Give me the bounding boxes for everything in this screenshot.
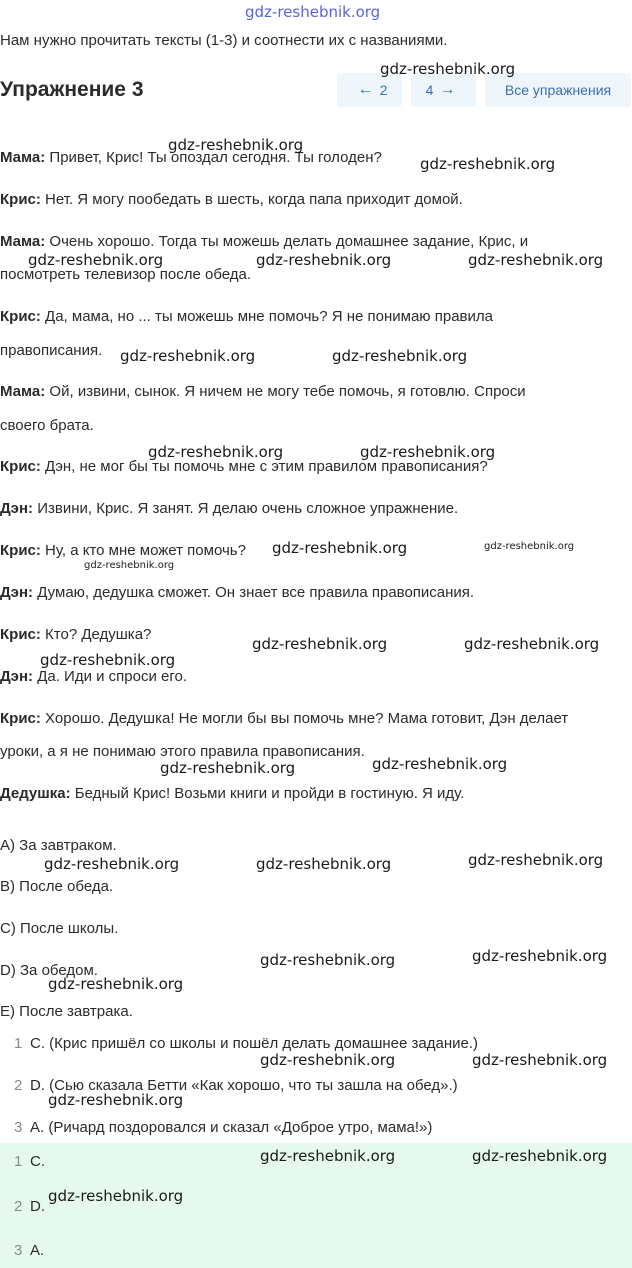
dialogue-line: Дэн: Извини, Крис. Я занят. Я делаю очень сложное упражнение. xyxy=(0,500,459,517)
answer-item: 1 C. xyxy=(14,1153,45,1170)
match-item: 2 D. (Сью сказала Бетти «Как хорошо, что ты зашла на обед».) xyxy=(14,1077,458,1094)
option-item: B) После обеда. xyxy=(0,878,114,895)
option-item: A) За завтраком. xyxy=(0,837,117,854)
exercise-title: Упражнение 3 xyxy=(0,78,144,101)
watermark: gdz-reshebnik.org xyxy=(272,539,408,557)
watermark: gdz-reshebnik.org xyxy=(252,635,388,653)
watermark: gdz-reshebnik.org xyxy=(148,443,284,461)
intro-text: Нам нужно прочитать тексты (1-3) и соотнести их с названиями. xyxy=(0,32,448,49)
watermark: gdz-reshebnik.org xyxy=(472,947,608,965)
watermark: gdz-reshebnik.org xyxy=(472,1051,608,1069)
watermark: gdz-reshebnik.org xyxy=(464,635,600,653)
dialogue-line: посмотреть телевизор после обеда. xyxy=(0,266,252,283)
match-item: 3 A. (Ричард поздоровался и сказал «Доброе утро, мама!») xyxy=(14,1119,433,1136)
option-item: D) За обедом. xyxy=(0,962,98,979)
dialogue-line: Дэн: Да. Иди и спроси его. xyxy=(0,668,188,685)
watermark-top: gdz-reshebnik.org xyxy=(245,3,381,21)
dialogue-line: Крис: Да, мама, но ... ты можешь мне помочь? Я не понимаю правила xyxy=(0,308,493,325)
arrow-right-icon: → xyxy=(439,81,456,98)
dialogue-line: Крис: Дэн, не мог бы ты помочь мне с этим правилом правописания? xyxy=(0,458,488,475)
watermark: gdz-reshebnik.org xyxy=(44,855,180,873)
watermark: gdz-reshebnik.org xyxy=(28,251,164,269)
arrow-left-icon: ← xyxy=(357,81,374,98)
watermark: gdz-reshebnik.org xyxy=(120,347,256,365)
watermark: gdz-reshebnik.org xyxy=(260,1147,396,1165)
option-item: E) После завтрака. xyxy=(0,1003,133,1020)
watermark: gdz-reshebnik.org xyxy=(256,855,392,873)
dialogue-line: Крис: Нет. Я могу пообедать в шесть, когда папа приходит домой. xyxy=(0,191,463,208)
dialogue-line: Мама: Очень хорошо. Тогда ты можешь делать домашнее задание, Крис, и xyxy=(0,233,529,250)
watermark: gdz-reshebnik.org xyxy=(420,155,556,173)
watermark: gdz-reshebnik.org xyxy=(472,1147,608,1165)
watermark: gdz-reshebnik.org xyxy=(468,851,604,869)
dialogue-line: Дэн: Думаю, дедушка сможет. Он знает все правила правописания. xyxy=(0,584,475,601)
answer-item: 3 A. xyxy=(14,1242,45,1259)
dialogue-line: Мама: Ой, извини, сынок. Я ничем не могу тебе помочь, я готовлю. Спроси xyxy=(0,383,526,400)
watermark: gdz-reshebnik.org xyxy=(84,560,175,571)
prev-exercise-label: 2 xyxy=(379,82,388,98)
watermark: gdz-reshebnik.org xyxy=(260,951,396,969)
dialogue-line: Дедушка: Бедный Крис! Возьми книги и пройди в гостиную. Я иду. xyxy=(0,785,465,802)
match-item: 1 C. (Крис пришёл со школы и пошёл делать домашнее задание.) xyxy=(14,1035,479,1052)
watermark: gdz-reshebnik.org xyxy=(484,541,575,552)
prev-exercise-button[interactable] xyxy=(337,73,402,107)
dialogue-line: Мама: Привет, Крис! Ты опоздал сегодня. Ты голоден? xyxy=(0,149,382,166)
watermark: gdz-reshebnik.org xyxy=(48,1187,184,1205)
all-exercises-label: Все упражнения xyxy=(504,82,612,98)
next-exercise-label: 4 xyxy=(425,82,434,98)
dialogue-line: уроки, а я не понимаю этого правила правописания. xyxy=(0,743,365,760)
dialogue-line: Крис: Кто? Дедушка? xyxy=(0,626,152,643)
watermark: gdz-reshebnik.org xyxy=(468,251,604,269)
dialogue-line: своего брата. xyxy=(0,417,94,434)
dialogue-line: правописания. xyxy=(0,342,103,359)
dialogue-line: Крис: Хорошо. Дедушка! Не могли бы вы помочь мне? Мама готовит, Дэн делает xyxy=(0,710,569,727)
watermark: gdz-reshebnik.org xyxy=(48,975,184,993)
watermark: gdz-reshebnik.org xyxy=(48,1091,184,1109)
all-exercises-button[interactable] xyxy=(485,73,631,107)
watermark: gdz-reshebnik.org xyxy=(380,60,516,78)
watermark: gdz-reshebnik.org xyxy=(372,755,508,773)
watermark: gdz-reshebnik.org xyxy=(256,251,392,269)
watermark: gdz-reshebnik.org xyxy=(168,136,304,154)
option-item: C) После школы. xyxy=(0,920,119,937)
next-exercise-button[interactable] xyxy=(411,73,476,107)
dialogue-line: Крис: Ну, а кто мне может помочь? xyxy=(0,542,246,559)
watermark: gdz-reshebnik.org xyxy=(160,759,296,777)
watermark: gdz-reshebnik.org xyxy=(332,347,468,365)
watermark: gdz-reshebnik.org xyxy=(260,1051,396,1069)
watermark: gdz-reshebnik.org xyxy=(360,443,496,461)
answer-item: 2 D. xyxy=(14,1198,45,1215)
watermark: gdz-reshebnik.org xyxy=(40,651,176,669)
